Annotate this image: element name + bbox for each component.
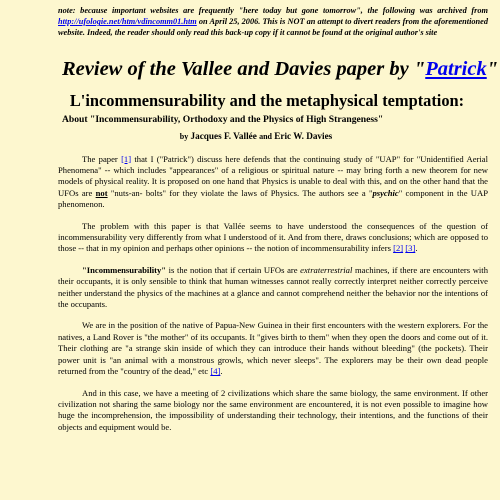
article-subtitle: About "Incommensurability, Orthodoxy and the Physics of High Strangeness": [62, 113, 384, 125]
paragraph-5: [58, 388, 488, 434]
review-title-text: Review of the Vallee and Davies paper by ": [62, 57, 426, 80]
paragraph-2: [58, 221, 488, 255]
p2-text: .: [415, 243, 418, 254]
p4-text: We are in the position of the native of Papua-New Guinea in their first encounters with the western explorers. For the natives, a Land Rover is "the mother" of its occupants. It "gives birth to them" when they open the doors and come out of it. Their clothing are "a strange skin inside of which they can introduce their hands without bleeding" (the pockets). Their power unit is "an animal with a monstrous growls, which never sleeps". The explorers may be their own dead people returned from the "country of the dead," etc: [58, 320, 488, 377]
paragraph-1: [58, 154, 488, 211]
emphasis-extraterrestrial: extraterrestrial: [300, 264, 353, 275]
review-title: [62, 57, 499, 81]
patrick-link[interactable]: Patrick: [425, 57, 487, 80]
article-title: L'incommensurability and the metaphysical temptation:: [69, 90, 465, 110]
p3-text: machines, if there are encounters with their occupants, it is only sensible to think that human witnesses cannot really correctly interpret neither correctly perceive neither understand the physics of the machines at a glance and cannot comprehend neither the behavior nor the intentions of the occupants.: [58, 264, 488, 310]
ref-link-4[interactable]: [4]: [210, 366, 221, 377]
p1-text: that I ("Patrick") discuss here defends that the continuing study of "UAP" for "Unidentified Aerial Phenomena" -- which includes "appearances" of a religious or spiritual nature -- may bring forth a new theorem for new models of physical reality. It is proposed on one hand that Physics is unable to deal with this, and on the other hand that the UFOs are: [58, 153, 488, 198]
p5-text: And in this case, we have a meeting of 2 civilizations which share the same biology, the same environment. If other civilization not sharing the same biology nor the same environment are encountered, it is not even possible to imagine how huge the incomprehension, the impossibility of understanding their technology, their intentions, and the functions of their objects and equipment would be.: [58, 387, 488, 432]
paragraph-3: [58, 265, 488, 311]
review-title-quote: ": [486, 57, 499, 80]
p1-text: The paper: [82, 153, 122, 164]
p2-text: The problem with this paper is that Vallée seems to have understood the consequences of the question of incommensurability very differently from what I understood of it. And from there, draws conclusions; which are opposed to those -- that in my opinion and perhaps other opinions -- the notion of incommensurability infers: [58, 220, 488, 254]
ref-link-1[interactable]: [1]: [121, 153, 132, 164]
ref-link-3[interactable]: [3]: [405, 243, 416, 254]
emphasis-psychic: psychic: [372, 187, 399, 198]
p4-text: .: [220, 366, 223, 377]
byline: [22, 130, 490, 143]
term-incommensurability: "Incommensurability": [82, 264, 167, 275]
note-text: note: because important websites are frequently "here today but gone tomorrow", the following was archived from: [58, 6, 488, 15]
byline-by: by: [179, 131, 189, 141]
p3-text: is the notion that if certain UFOs are: [166, 264, 301, 275]
ref-link-2[interactable]: [2]: [393, 243, 404, 254]
paragraph-4: [58, 320, 488, 377]
p1-text: " component in the UAP phenomenon.: [58, 187, 488, 210]
byline-and: and: [259, 131, 272, 141]
archive-note: [58, 5, 488, 39]
author-vallee: Jacques F. Vallée: [190, 130, 257, 141]
note-text-end: on April 25, 2006. This is NOT an attempt to divert readers from the aforementioned website. Indeed, the reader should only read this back-up copy if it cannot be found at the original author's site: [58, 17, 488, 38]
archive-source-link[interactable]: http://ufologie.net/htm/vdincomm01.htm: [58, 17, 197, 27]
emphasis-not: not: [95, 187, 108, 198]
author-davies: Eric W. Davies: [274, 130, 333, 141]
p1-text: "nuts-an- bolts" for they violate the laws of Physics. The authors see a ": [107, 187, 373, 198]
